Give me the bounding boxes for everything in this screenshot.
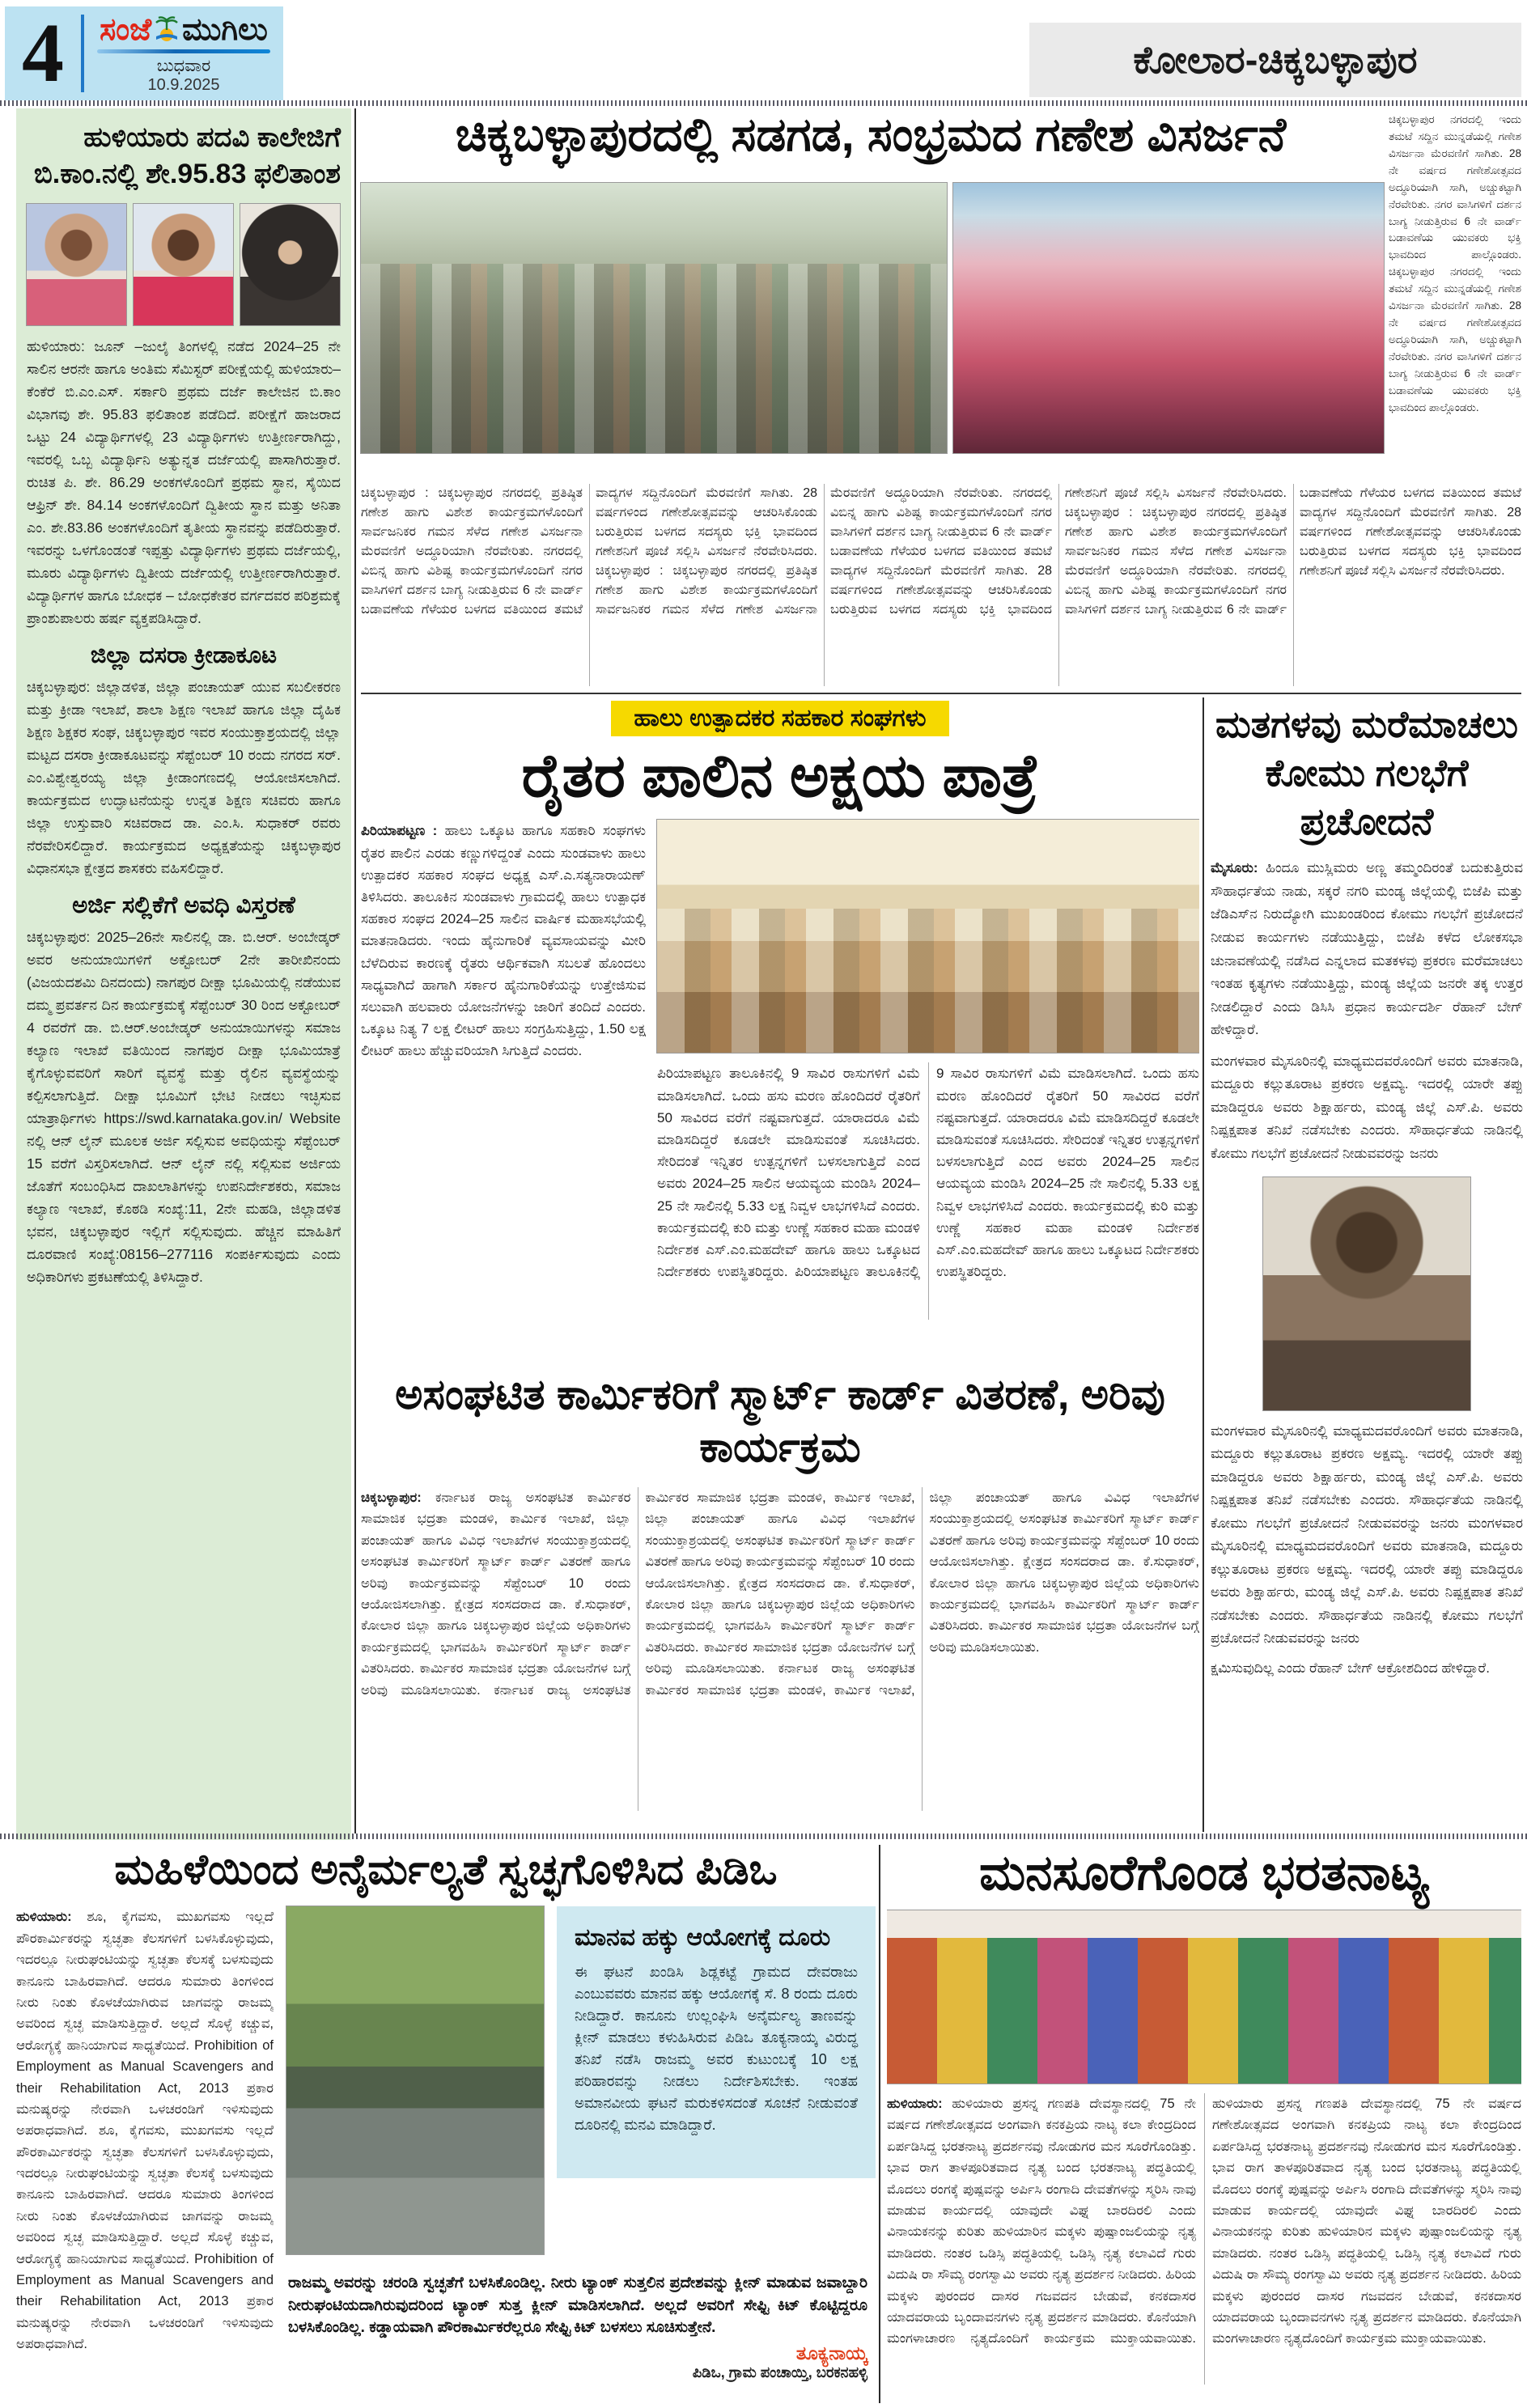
college-body: ಹುಳಿಯಾರು: ಜೂನ್ –ಜುಲೈ ತಿಂಗಳಲ್ಲಿ ನಡೆದ 2024–25 ನೇ ಸಾಲಿನ ಆರನೇ ಹಾಗೂ ಅಂತಿಮ ಸೆಮಿಸ್ಟರ್ ಪರೀಕ್ಷೆಯಲ್ಲಿ ಹುಳಿಯಾರು–ಕೆಂಕೆರೆ ಬಿ.ಎಂ.ಎಸ್. ಸರ್ಕಾರಿ ಪ್ರಥಮ ದರ್ಜೆ ಕಾಲೇಜಿನ ಬಿ.ಕಾಂ ವಿಭಾಗವು ಶೇ. 95.83 ಫಲಿತಾಂಶ ಪಡೆದಿದೆ. ಪರೀಕ್ಷೆಗೆ ಹಾಜರಾದ ಒಟ್ಟು 24 ವಿದ್ಯಾರ್ಥಿಗಳಲ್ಲಿ 23 ವಿದ್ಯಾರ್ಥಿಗಳು ಉತ್ತೀರ್ಣರಾಗಿದ್ದು, ಇವರಲ್ಲಿ ಒಬ್ಬ ವಿದ್ಯಾರ್ಥಿನಿ ಅತ್ಯುನ್ನತ ದರ್ಜೆಯಲ್ಲಿ ಪಾಸಾಗಿರುತ್ತಾರೆ. ರುಚಿತ ಪಿ. ಶೇ. 86.29 ಅಂಕಗಳೊಂದಿಗೆ ಪ್ರಥಮ ಸ್ಥಾನ, ಸೈಯಿದ ಆಫ್ರಿನ್ ಶೇ. 84.14 ಅಂಕಗಳೊಂದಿಗೆ ದ್ವಿತೀಯ ಸ್ಥಾನ ಮತ್ತು ಅನಿತಾ ಎಂ. ಶೇ.83.86 ಅಂಕಗಳೊಂದಿಗೆ ತೃತೀಯ ಸ್ಥಾನವನ್ನು ಪಡೆದಿರುತ್ತಾರೆ. ಇವರನ್ನು ಒಳಗೊಂಡಂತೆ ಇಪ್ಪತ್ತು ವಿದ್ಯಾರ್ಥಿಗಳು ಪ್ರಥಮ ದರ್ಜೆಯಲ್ಲಿ, ಮೂರು ವಿದ್ಯಾರ್ಥಿಗಳು ದ್ವಿತೀಯ ದರ್ಜೆಯಲ್ಲಿ ಉತ್ತೀರ್ಣರಾಗಿರುತ್ತಾರೆ. ವಿದ್ಯಾರ್ಥಿಗಳ ಹಾಗೂ ಬೋಧಕ – ಬೋಧಕೇತರ ವರ್ಗದವರ ಪರಿಶ್ರಮಕ್ಕೆ ಪ್ರಾಂಶುಪಾಲರು ಹರ್ಷ ವ್ಯಕ್ತಪಡಿಸಿದ್ದಾರೆ. bbox=[27, 337, 341, 626]
milk-meeting-photo bbox=[657, 820, 1199, 1053]
communal-dateline: ಮೈಸೂರು: bbox=[1211, 860, 1258, 876]
palm-sun-icon bbox=[153, 15, 180, 45]
milk-kicker: ಹಾಲು ಉತ್ಪಾದಕರ ಸಹಕಾರ ಸಂಘಗಳು bbox=[611, 701, 948, 736]
masthead-date: 10.9.2025 bbox=[147, 75, 220, 94]
article-college-result bbox=[16, 108, 351, 1840]
rehan-beg-portrait-photo bbox=[1263, 1177, 1470, 1410]
college-headline: ಹುಳಿಯಾರು ಪದವಿ ಕಾಲೇಜಿಗೆ ಬಿ.ಕಾಂ.ನಲ್ಲಿ ಶೇ.95.83 ಫಲಿತಾಂಶ bbox=[33, 122, 341, 189]
masthead-title-red: ಸಂಜೆ bbox=[100, 12, 152, 47]
communal-headline: ಮತಗಳವು ಮರೆಮಾಚಲು ಕೋಮು ಗಲಭೆಗೆ ಪ್ರಚೋದನೆ bbox=[1215, 703, 1519, 842]
smartcard-headline: ಅಸಂಘಟಿತ ಕಾರ್ಮಿಕರಿಗೆ ಸ್ಮಾರ್ಟ್ ಕಾರ್ಡ್ ವಿತರಣೆ, ಅರಿವು ಕಾರ್ಯಕ್ರಮ bbox=[395, 1371, 1165, 1471]
bharatanatyam-group-photo bbox=[887, 1910, 1521, 2084]
pdo-body-text: ಶೂ, ಕೈಗವಸು, ಮುಖಗವಸು ಇಲ್ಲದೆ ಪೌರಕಾರ್ಮಿಕರನ್ನು ಸ್ವಚ್ಛತಾ ಕೆಲಸಗಳಿಗೆ ಬಳಸಿಕೊಳ್ಳುವುದು, ಇದರಲ್ಲೂ ನೀರುಘಂಟಿಯನ್ನು ಸ್ವಚ್ಛತಾ ಕೆಲಸಕ್ಕೆ ಬಳಸುವುದು ಕಾನೂನು ಬಾಹಿರವಾಗಿದೆ. ಆದರೂ ಸುಮಾರು ತಿಂಗಳಿಂದ ನೀರು ನಿಂತು ಕೊಳಚೆಯಾಗಿರುವ ಜಾಗವನ್ನು ರಾಜಮ್ಮ ಅವರಿಂದ ಸ್ವಚ್ಛ ಮಾಡಿಸುತ್ತಿದ್ದಾರೆ. ಅಲ್ಲದೆ ಸೊಳ್ಳೆ ಕಚ್ಚುವ, ಆರೋಗ್ಯಕ್ಕೆ ಹಾನಿಯಾಗುವ ಸಾಧ್ಯತೆಯಿದೆ. Prohibition of Employment as Manual Scavengers and their Rehabilitation Act, 2013 ಪ್ರಕಾರ ಮನುಷ್ಯರನ್ನು ನೇರವಾಗಿ ಒಳಚರಂಡಿಗೆ ಇಳಿಸುವುದು ಅಪರಾಧವಾಗಿದೆ. ಶೂ, ಕೈಗವಸು, ಮುಖಗವಸು ಇಲ್ಲದೆ ಪೌರಕಾರ್ಮಿಕರನ್ನು ಸ್ವಚ್ಛತಾ ಕೆಲಸಗಳಿಗೆ ಬಳಸಿಕೊಳ್ಳುವುದು, ಇದರಲ್ಲೂ ನೀರುಘಂಟಿಯನ್ನು ಸ್ವಚ್ಛತಾ ಕೆಲಸಕ್ಕೆ ಬಳಸುವುದು ಕಾನೂನು ಬಾಹಿರವಾಗಿದೆ. ಆದರೂ ಸುಮಾರು ತಿಂಗಳಿಂದ ನೀರು ನಿಂತು ಕೊಳಚೆಯಾಗಿರುವ ಜಾಗವನ್ನು ರಾಜಮ್ಮ ಅವರಿಂದ ಸ್ವಚ್ಛ ಮಾಡಿಸುತ್ತಿದ್ದಾರೆ. ಅಲ್ಲದೆ ಸೊಳ್ಳೆ ಕಚ್ಚುವ, ಆರೋಗ್ಯಕ್ಕೆ ಹಾನಿಯಾಗುವ ಸಾಧ್ಯತೆಯಿದೆ. Prohibition of Employment as Manual Scavengers and their Rehabilitation Act, 2013 ಪ್ರಕಾರ ಮನುಷ್ಯರನ್ನು ನೇರವಾಗಿ ಒಳಚರಂಡಿಗೆ ಇಳಿಸುವುದು ಅಪರಾಧವಾಗಿದೆ. bbox=[16, 1910, 274, 2352]
pdo-headline: ಮಹಿಳೆಯಿಂದ ಅನೈರ್ಮಲ್ಯತೆ ಸ್ವಚ್ಛಗೊಳಿಸಿದ ಪಿಡಿಒ bbox=[114, 1846, 778, 1893]
milk-body-left bbox=[361, 820, 646, 1062]
communal-body bbox=[1211, 857, 1523, 1041]
divider-middle-right bbox=[1203, 697, 1204, 1832]
divider-left-main bbox=[354, 108, 356, 1834]
article-communal bbox=[1211, 701, 1523, 1832]
smartcard-dateline: ಚಿಕ್ಕಬಳ್ಳಾಪುರ: bbox=[361, 1490, 422, 1505]
article-pdo bbox=[16, 1845, 876, 2405]
drain-cleaning-photo bbox=[286, 1906, 544, 2254]
top-rule bbox=[0, 100, 1527, 106]
dance-body-text: ಹುಳಿಯಾರು ಪ್ರಸನ್ನ ಗಣಪತಿ ದೇವಸ್ಥಾನದಲ್ಲಿ 75 ನೇ ವರ್ಷದ ಗಣೇಶೋತ್ಸವದ ಅಂಗವಾಗಿ ಕನಕಪ್ರಿಯ ನಾಟ್ಯ ಕಲಾ ಕೇಂದ್ರದಿಂದ ಏರ್ಪಡಿಸಿದ್ದ ಭರತನಾಟ್ಯ ಪ್ರದರ್ಶನವು ನೋಡುಗರ ಮನ ಸೂರೆಗೊಂಡಿತ್ತು. ಭಾವ ರಾಗ ತಾಳಪೂರಿತವಾದ ನೃತ್ಯ ಬಂದ ಭರತನಾಟ್ಯ ಪದ್ಧತಿಯಲ್ಲಿ ಮೊದಲು ರಂಗಕ್ಕೆ ಪುಷ್ಪವನ್ನು ಅರ್ಪಿಸಿ ರಂಗಾದಿ ದೇವತೆಗಳನ್ನು ಸ್ಮರಿಸಿ ನಾವು ಮಾಡುವ ಕಾರ್ಯದಲ್ಲಿ ಯಾವುದೇ ವಿಘ್ನ ಬಾರದಿರಲಿ ಎಂದು ವಿನಾಯಕನನ್ನು ಕುರಿತು ಹುಳಿಯಾರಿನ ಮಕ್ಕಳು ಪುಷ್ಪಾಂಜಲಿಯನ್ನು ನೃತ್ಯ ಮಾಡಿದರು. ನಂತರ ಒಡಿಸ್ಸಿ ಪದ್ಧತಿಯಲ್ಲಿ ಒಡಿಸ್ಸಿ ನೃತ್ಯ ಕಲಾವಿದೆ ಗುರು ವಿದುಷಿ ರಾ ಸೌಮ್ಯ ರಂಗಸ್ವಾಮಿ ಅವರು ನೃತ್ಯ ಪ್ರದರ್ಶನ ನೀಡಿದರು. ಹಿರಿಯ ಮಕ್ಕಳು ಪುರಂದರ ದಾಸರ ಗಜವದನ ಬೇಡುವೆ, ಕನಕದಾಸರ ಯಾದವರಾಯ ಬೃಂದಾವನಗಳು ನೃತ್ಯ ಪ್ರದರ್ಶನ ಮಾಡಿದರು. ಕೊನೆಯಾಗಿ ಮಂಗಳಾಚಾರಣ ನೃತ್ಯದೊಂದಿಗೆ ಕಾರ್ಯಕ್ರಮ ಮುಕ್ತಾಯವಾಯಿತು. ಹುಳಿಯಾರು ಪ್ರಸನ್ನ ಗಣಪತಿ ದೇವಸ್ಥಾನದಲ್ಲಿ 75 ನೇ ವರ್ಷದ ಗಣೇಶೋತ್ಸವದ ಅಂಗವಾಗಿ ಕನಕಪ್ರಿಯ ನಾಟ್ಯ ಕಲಾ ಕೇಂದ್ರದಿಂದ ಏರ್ಪಡಿಸಿದ್ದ ಭರತನಾಟ್ಯ ಪ್ರದರ್ಶನವು ನೋಡುಗರ ಮನ ಸೂರೆಗೊಂಡಿತ್ತು. ಭಾವ ರಾಗ ತಾಳಪೂರಿತವಾದ ನೃತ್ಯ ಬಂದ ಭರತನಾಟ್ಯ ಪದ್ಧತಿಯಲ್ಲಿ ಮೊದಲು ರಂಗಕ್ಕೆ ಪುಷ್ಪವನ್ನು ಅರ್ಪಿಸಿ ರಂಗಾದಿ ದೇವತೆಗಳನ್ನು ಸ್ಮರಿಸಿ ನಾವು ಮಾಡುವ ಕಾರ್ಯದಲ್ಲಿ ಯಾವುದೇ ವಿಘ್ನ ಬಾರದಿರಲಿ ಎಂದು ವಿನಾಯಕನನ್ನು ಕುರಿತು ಹುಳಿಯಾರಿನ ಮಕ್ಕಳು ಪುಷ್ಪಾಂಜಲಿಯನ್ನು ನೃತ್ಯ ಮಾಡಿದರು. ನಂತರ ಒಡಿಸ್ಸಿ ಪದ್ಧತಿಯಲ್ಲಿ ಒಡಿಸ್ಸಿ ನೃತ್ಯ ಕಲಾವಿದೆ ಗುರು ವಿದುಷಿ ರಾ ಸೌಮ್ಯ ರಂಗಸ್ವಾಮಿ ಅವರು ನೃತ್ಯ ಪ್ರದರ್ಶನ ನೀಡಿದರು. ಹಿರಿಯ ಮಕ್ಕಳು ಪುರಂದರ ದಾಸರ ಗಜವದನ ಬೇಡುವೆ, ಕನಕದಾಸರ ಯಾದವರಾಯ ಬೃಂದಾವನಗಳು ನೃತ್ಯ ಪ್ರದರ್ಶನ ಮಾಡಿದರು. ಕೊನೆಯಾಗಿ ಮಂಗಳಾಚಾರಣ ನೃತ್ಯದೊಂದಿಗೆ ಕಾರ್ಯಕ್ರಮ ಮುಕ್ತಾಯವಾಯಿತು. bbox=[887, 2096, 1521, 2347]
page-number: 4 bbox=[22, 6, 64, 100]
deadline-subhead: ಅರ್ಜಿ ಸಲ್ಲಿಕೆಗೆ ಅವಧಿ ವಿಸ್ತರಣೆ bbox=[72, 892, 295, 918]
dance-headline: ಮನಸೂರೆಗೊಂಡ ಭರತನಾಟ್ಯ bbox=[979, 1846, 1429, 1900]
smartcard-body-text: ಕರ್ನಾಟಕ ರಾಜ್ಯ ಅಸಂಘಟಿತ ಕಾರ್ಮಿಕರ ಸಾಮಾಜಿಕ ಭದ್ರತಾ ಮಂಡಳಿ, ಕಾರ್ಮಿಕ ಇಲಾಖೆ, ಜಿಲ್ಲಾ ಪಂಚಾಯತ್ ಹಾಗೂ ವಿವಿಧ ಇಲಾಖೆಗಳ ಸಂಯುಕ್ತಾಶ್ರಯದಲ್ಲಿ ಅಸಂಘಟಿತ ಕಾರ್ಮಿಕರಿಗೆ ಸ್ಮಾರ್ಟ್ ಕಾರ್ಡ್ ವಿತರಣೆ ಹಾಗೂ ಅರಿವು ಕಾರ್ಯಕ್ರಮವನ್ನು ಸೆಪ್ಟೆಂಬರ್ 10 ರಂದು ಆಯೋಜಿಸಲಾಗಿತ್ತು. ಕ್ಷೇತ್ರದ ಸಂಸದರಾದ ಡಾ. ಕೆ.ಸುಧಾಕರ್, ಕೋಲಾರ ಜಿಲ್ಲಾ ಹಾಗೂ ಚಿಕ್ಕಬಳ್ಳಾಪುರ ಜಿಲ್ಲೆಯ ಅಧಿಕಾರಿಗಳು ಕಾರ್ಯಕ್ರಮದಲ್ಲಿ ಭಾಗವಹಿಸಿ ಕಾರ್ಮಿಕರಿಗೆ ಸ್ಮಾರ್ಟ್ ಕಾರ್ಡ್ ವಿತರಿಸಿದರು. ಕಾರ್ಮಿಕರ ಸಾಮಾಜಿಕ ಭದ್ರತಾ ಯೋಜನೆಗಳ ಬಗ್ಗೆ ಅರಿವು ಮೂಡಿಸಲಾಯಿತು. ಕರ್ನಾಟಕ ರಾಜ್ಯ ಅಸಂಘಟಿತ ಕಾರ್ಮಿಕರ ಸಾಮಾಜಿಕ ಭದ್ರತಾ ಮಂಡಳಿ, ಕಾರ್ಮಿಕ ಇಲಾಖೆ, ಜಿಲ್ಲಾ ಪಂಚಾಯತ್ ಹಾಗೂ ವಿವಿಧ ಇಲಾಖೆಗಳ ಸಂಯುಕ್ತಾಶ್ರಯದಲ್ಲಿ ಅಸಂಘಟಿತ ಕಾರ್ಮಿಕರಿಗೆ ಸ್ಮಾರ್ಟ್ ಕಾರ್ಡ್ ವಿತರಣೆ ಹಾಗೂ ಅರಿವು ಕಾರ್ಯಕ್ರಮವನ್ನು ಸೆಪ್ಟೆಂಬರ್ 10 ರಂದು ಆಯೋಜಿಸಲಾಗಿತ್ತು. ಕ್ಷೇತ್ರದ ಸಂಸದರಾದ ಡಾ. ಕೆ.ಸುಧಾಕರ್, ಕೋಲಾರ ಜಿಲ್ಲಾ ಹಾಗೂ ಚಿಕ್ಕಬಳ್ಳಾಪುರ ಜಿಲ್ಲೆಯ ಅಧಿಕಾರಿಗಳು ಕಾರ್ಯಕ್ರಮದಲ್ಲಿ ಭಾಗವಹಿಸಿ ಕಾರ್ಮಿಕರಿಗೆ ಸ್ಮಾರ್ಟ್ ಕಾರ್ಡ್ ವಿತರಿಸಿದರು. ಕಾರ್ಮಿಕರ ಸಾಮಾಜಿಕ ಭದ್ರತಾ ಯೋಜನೆಗಳ ಬಗ್ಗೆ ಅರಿವು ಮೂಡಿಸಲಾಯಿತು. ಕರ್ನಾಟಕ ರಾಜ್ಯ ಅಸಂಘಟಿತ ಕಾರ್ಮಿಕರ ಸಾಮಾಜಿಕ ಭದ್ರತಾ ಮಂಡಳಿ, ಕಾರ್ಮಿಕ ಇಲಾಖೆ, ಜಿಲ್ಲಾ ಪಂಚಾಯತ್ ಹಾಗೂ ವಿವಿಧ ಇಲಾಖೆಗಳ ಸಂಯುಕ್ತಾಶ್ರಯದಲ್ಲಿ ಅಸಂಘಟಿತ ಕಾರ್ಮಿಕರಿಗೆ ಸ್ಮಾರ್ಟ್ ಕಾರ್ಡ್ ವಿತರಣೆ ಹಾಗೂ ಅರಿವು ಕಾರ್ಯಕ್ರಮವನ್ನು ಸೆಪ್ಟೆಂಬರ್ 10 ರಂದು ಆಯೋಜಿಸಲಾಗಿತ್ತು. ಕ್ಷೇತ್ರದ ಸಂಸದರಾದ ಡಾ. ಕೆ.ಸುಧಾಕರ್, ಕೋಲಾರ ಜಿಲ್ಲಾ ಹಾಗೂ ಚಿಕ್ಕಬಳ್ಳಾಪುರ ಜಿಲ್ಲೆಯ ಅಧಿಕಾರಿಗಳು ಕಾರ್ಯಕ್ರಮದಲ್ಲಿ ಭಾಗವಹಿಸಿ ಕಾರ್ಮಿಕರಿಗೆ ಸ್ಮಾರ್ಟ್ ಕಾರ್ಡ್ ವಿತರಿಸಿದರು. ಕಾರ್ಮಿಕರ ಸಾಮಾಜಿಕ ಭದ್ರತಾ ಯೋಜನೆಗಳ ಬಗ್ಗೆ ಅರಿವು ಮೂಡಿಸಲಾಯಿತು. bbox=[361, 1490, 1199, 1698]
communal-body2: ಮಂಗಳವಾರ ಮೈಸೂರಿನಲ್ಲಿ ಮಾಧ್ಯಮದವರೊಂದಿಗೆ ಅವರು ಮಾತನಾಡಿ, ಮದ್ದೂರು ಕಲ್ಲುತೂರಾಟ ಪ್ರಕರಣ ಅಕ್ಷಮ್ಯ. ಇದರಲ್ಲಿ ಯಾರೇ ತಪ್ಪು ಮಾಡಿದ್ದರೂ ಅವರು ಶಿಕ್ಷಾರ್ಹರು, ಮಂಡ್ಯ ಜಿಲ್ಲೆ ಎಸ್.ಪಿ. ಅವರು ನಿಷ್ಪಕ್ಷಪಾತ ತನಿಖೆ ನಡೆಸಬೇಕು ಎಂದರು. ಸೌಹಾರ್ಧತೆಯ ನಾಡಿನಲ್ಲಿ ಕೋಮು ಗಲಭೆಗೆ ಪ್ರಚೋದನೆ ನೀಡುವವರನ್ನು ಜನರು bbox=[1211, 1053, 1523, 1161]
masthead-day: ಬುಧವಾರ bbox=[156, 56, 211, 75]
ganesh-idol-photo bbox=[953, 183, 1384, 453]
milk-body-bottom: ಪಿರಿಯಾಪಟ್ಟಣ ತಾಲೂಕಿನಲ್ಲಿ 9 ಸಾವಿರ ರಾಸುಗಳಿಗೆ ವಿಮೆ ಮಾಡಿಸಲಾಗಿದೆ. ಒಂದು ಹಸು ಮರಣ ಹೊಂದಿದರೆ ರೈತರಿಗೆ 50 ಸಾವಿರದ ವರೆಗೆ ನಷ್ಟವಾಗುತ್ತದೆ. ಯಾರಾದರೂ ವಿಮೆ ಮಾಡಿಸದಿದ್ದರೆ ಕೂಡಲೇ ಮಾಡಿಸುವಂತೆ ಸೂಚಿಸಿದರು. ಸೇರಿದಂತೆ ಇನ್ನಿತರ ಉತ್ಪನ್ನಗಳಿಗೆ ಬಳಸಲಾಗುತ್ತಿದೆ ಎಂದ ಅವರು 2024–25 ಸಾಲಿನ ಆಯವ್ಯಯ ಮಂಡಿಸಿ 2024–25 ನೇ ಸಾಲಿನಲ್ಲಿ 5.33 ಲಕ್ಷ ನಿವ್ವಳ ಲಾಭಗಳಿಸಿದೆ ಎಂದರು. ಕಾರ್ಯಕ್ರಮದಲ್ಲಿ ಕುರಿ ಮತ್ತು ಉಣ್ಣೆ ಸಹಕಾರ ಮಹಾ ಮಂಡಳಿ ನಿರ್ದೇಶಕ ಎಸ್.ಎಂ.ಮಹದೇವ್ ಹಾಗೂ ಹಾಲು ಒಕ್ಕೂಟದ ನಿರ್ದೇಶಕರು ಉಪಸ್ಥಿತರಿದ್ದರು. ಪಿರಿಯಾಪಟ್ಟಣ ತಾಲೂಕಿನಲ್ಲಿ 9 ಸಾವಿರ ರಾಸುಗಳಿಗೆ ವಿಮೆ ಮಾಡಿಸಲಾಗಿದೆ. ಒಂದು ಹಸು ಮರಣ ಹೊಂದಿದರೆ ರೈತರಿಗೆ 50 ಸಾವಿರದ ವರೆಗೆ ನಷ್ಟವಾಗುತ್ತದೆ. ಯಾರಾದರೂ ವಿಮೆ ಮಾಡಿಸದಿದ್ದರೆ ಕೂಡಲೇ ಮಾಡಿಸುವಂತೆ ಸೂಚಿಸಿದರು. ಸೇರಿದಂತೆ ಇನ್ನಿತರ ಉತ್ಪನ್ನಗಳಿಗೆ ಬಳಸಲಾಗುತ್ತಿದೆ ಎಂದ ಅವರು 2024–25 ಸಾಲಿನ ಆಯವ್ಯಯ ಮಂಡಿಸಿ 2024–25 ನೇ ಸಾಲಿನಲ್ಲಿ 5.33 ಲಕ್ಷ ನಿವ್ವಳ ಲಾಭಗಳಿಸಿದೆ ಎಂದರು. ಕಾರ್ಯಕ್ರಮದಲ್ಲಿ ಕುರಿ ಮತ್ತು ಉಣ್ಣೆ ಸಹಕಾರ ಮಹಾ ಮಂಡಳಿ ನಿರ್ದೇಶಕ ಎಸ್.ಎಂ.ಮಹದೇವ್ ಹಾಗೂ ಹಾಲು ಒಕ್ಕೂಟದ ನಿರ್ದೇಶಕರು ಉಪಸ್ಥಿತರಿದ್ದರು. bbox=[657, 1066, 1199, 1280]
milk-dateline: ಪಿರಿಯಾಪಟ್ಟಣ : bbox=[361, 823, 438, 839]
milk-headline: ರೈತರ ಪಾಲಿನ ಅಕ್ಷಯ ಪಾತ್ರೆ bbox=[521, 742, 1039, 809]
pdo-quote-role: ಪಿಡಿಒ, ಗ್ರಾಮ ಪಂಚಾಯ್ತಿ, ಬರಕನಹಳ್ಳಿ bbox=[692, 2363, 867, 2380]
dance-dateline: ಹುಳಿಯಾರು: bbox=[887, 2096, 943, 2111]
student-portrait-photo bbox=[134, 204, 233, 325]
dasara-body: ಚಿಕ್ಕಬಳ್ಳಾಪುರ: ಜಿಲ್ಲಾಡಳಿತ, ಜಿಲ್ಲಾ ಪಂಚಾಯತ್ ಯುವ ಸಬಲೀಕರಣ ಮತ್ತು ಕ್ರೀಡಾ ಇಲಾಖೆ, ಶಾಲಾ ಶಿಕ್ಷಣ ಇಲಾಖೆ ಹಾಗೂ ಜಿಲ್ಲಾ ದೈಹಿಕ ಶಿಕ್ಷಣ ಶಿಕ್ಷಕರ ಸಂಘ, ಚಿಕ್ಕಬಳ್ಳಾಪುರ ಇವರ ಸಂಯುಕ್ತಾಶ್ರಯದಲ್ಲಿ ಜಿಲ್ಲಾ ಮಟ್ಟದ ದಸರಾ ಕ್ರೀಡಾಕೂಟವನ್ನು ಸೆಪ್ಟೆಂಬರ್ 10 ರಂದು ನಗರದ ಸರ್. ಎಂ.ವಿಶ್ವೇಶ್ವರಯ್ಯ ಜಿಲ್ಲಾ ಕ್ರೀಡಾಂಗಣದಲ್ಲಿ ಆಯೋಜಿಸಲಾಗಿದೆ. ಕಾರ್ಯಕ್ರಮದ ಉದ್ಘಾಟನೆಯನ್ನು ಉನ್ನತ ಶಿಕ್ಷಣ ಸಚಿವರು ಹಾಗೂ ಜಿಲ್ಲಾ ಉಸ್ತುವಾರಿ ಸಚಿವರಾದ ಡಾ. ಎಂ.ಸಿ. ಸುಧಾಕರ್ ರವರು ನೆರವೇರಿಸಲಿದ್ದಾರೆ. ಕಾರ್ಯಕ್ರಮದ ಅಧ್ಯಕ್ಷತೆಯನ್ನು ಚಿಕ್ಕಬಳ್ಳಾಪುರ ವಿಧಾನಸಭಾ ಕ್ಷೇತ್ರದ ಶಾಸಕರು ವಹಿಸಲಿದ್ದಾರೆ. bbox=[27, 678, 341, 876]
student-portraits bbox=[27, 204, 341, 325]
dance-body bbox=[887, 2093, 1521, 2385]
communal-body-text: ಹಿಂದೂ ಮುಸ್ಲಿಮರು ಅಣ್ಣ ತಮ್ಮಂದಿರಂತೆ ಬದುಕುತ್ತಿರುವ ಸೌಹಾರ್ಧತೆಯ ನಾಡು, ಸಕ್ಕರೆ ನಗರಿ ಮಂಡ್ಯ ಜಿಲ್ಲೆಯಲ್ಲಿ ಬಿಜೆಪಿ ಮತ್ತು ಜೆಡಿಎಸ್‌ನ ನಿರುದ್ಯೋಗಿ ಮುಖಂಡರಿಂದ ಕೋಮು ಗಲಭೆಗೆ ಪ್ರಚೋದನೆ ನೀಡುವ ಕಾರ್ಯಗಳು ನಡೆಯುತ್ತಿದ್ದು, ಬಿಜೆಪಿ ಕಳೆದ ಲೋಕಸಭಾ ಚುನಾವಣೆಯಲ್ಲಿ ನಡೆಸಿದ ಎನ್ನಲಾದ ಮತಕಳವು ಪ್ರಕರಣ ಮರೆಮಾಚಲು ಇಂತಹ ಕೃತ್ಯಗಳು ನಡೆಯುತ್ತಿದ್ದು, ಮಂಡ್ಯ ಜಿಲ್ಲೆಯ ಜನರೇ ತಕ್ಕ ಉತ್ತರ ನೀಡಲಿದ್ದಾರೆ ಎಂದು ಡಿಸಿಸಿ ಪ್ರಧಾನ ಕಾರ್ಯದರ್ಶಿ ರೆಹಾನ್ ಬೇಗ್ ಹೇಳಿದ್ದಾರೆ. bbox=[1211, 860, 1523, 1038]
article-bharatanatyam bbox=[887, 1845, 1521, 2405]
masthead-underline bbox=[97, 49, 270, 53]
pdo-quote-author: ತೂಕ್ಯನಾಯ್ಕ bbox=[795, 2342, 867, 2363]
student-portrait-photo bbox=[27, 204, 126, 325]
complaint-title: ಮಾನವ ಹಕ್ಕು ಆಯೋಗಕ್ಕೆ ದೂರು bbox=[575, 1924, 831, 1952]
ganesh-side-column: ಚಿಕ್ಕಬಳ್ಳಾಪುರ ನಗರದಲ್ಲಿ ಇಂದು ತಮಟೆ ಸದ್ದಿನ ಮುನ್ನಡೆಯಲ್ಲಿ ಗಣೇಶ ವಿಸರ್ಜನಾ ಮೆರವಣಿಗೆ ಸಾಗಿತು. 28 ನೇ ವರ್ಷದ ಗಣೇಶೋತ್ಸವದ ಅದ್ಧೂರಿಯಾಗಿ ಸಾಗಿ, ಅಚ್ಚುಕಟ್ಟಾಗಿ ನೆರವೇರಿತು. ನಗರ ವಾಸಿಗಳಿಗೆ ದರ್ಶನ ಬಾಗ್ಯ ನೀಡುತ್ತಿರುವ 6 ನೇ ವಾರ್ಡ್ ಬಡಾವಣೆಯ ಯುವಕರು ಭಕ್ತಿ ಭಾವದಿಂದ ಪಾಲ್ಗೊಂಡರು. ಚಿಕ್ಕಬಳ್ಳಾಪುರ ನಗರದಲ್ಲಿ ಇಂದು ತಮಟೆ ಸದ್ದಿನ ಮುನ್ನಡೆಯಲ್ಲಿ ಗಣೇಶ ವಿಸರ್ಜನಾ ಮೆರವಣಿಗೆ ಸಾಗಿತು. 28 ನೇ ವರ್ಷದ ಗಣೇಶೋತ್ಸವದ ಅದ್ಧೂರಿಯಾಗಿ ಸಾಗಿ, ಅಚ್ಚುಕಟ್ಟಾಗಿ ನೆರವೇರಿತು. ನಗರ ವಾಸಿಗಳಿಗೆ ದರ್ಶನ ಬಾಗ್ಯ ನೀಡುತ್ತಿರುವ 6 ನೇ ವಾರ್ಡ್ ಬಡಾವಣೆಯ ಯುವಕರು ಭಕ್ತಿ ಭಾವದಿಂದ ಪಾಲ್ಗೊಂಡರು. bbox=[1389, 113, 1521, 413]
ganesh-headline: ಚಿಕ್ಕಬಳ್ಳಾಪುರದಲ್ಲಿ ಸಡಗಡ, ಸಂಭ್ರಮದ ಗಣೇಶ ವಿಸರ್ಜನೆ bbox=[455, 108, 1287, 161]
ganesh-procession-photo bbox=[361, 183, 947, 453]
student-portrait-photo bbox=[240, 204, 340, 325]
article-milk-societies bbox=[361, 701, 1199, 1363]
pdo-quote-block bbox=[288, 2272, 867, 2381]
complaint-body: ಈ ಘಟನೆ ಖಂಡಿಸಿ ಶಿಡ್ಲಕಟ್ಟೆ ಗ್ರಾಮದ ದೇವರಾಜು ಎಂಬುವವರು ಮಾನವ ಹಕ್ಕು ಆಯೋಗಕ್ಕೆ ಸೆ. 8 ರಂದು ದೂರು ನೀಡಿದ್ದಾರೆ. ಕಾನೂನು ಉಲ್ಲಂಘಿಸಿ ಅನೈರ್ಮಲ್ಯ ತಾಣವನ್ನು ಕ್ಲೀನ್ ಮಾಡಲು ಕಳುಹಿಸಿರುವ ಪಿಡಿಒ ತೂಕ್ಯನಾಯ್ಕ ವಿರುದ್ಧ ತನಿಖೆ ನಡೆಸಿ ರಾಜಮ್ಮ ಅವರ ಕುಟುಂಬಕ್ಕೆ 10 ಲಕ್ಷ ಪರಿಹಾರವನ್ನು ನೀಡಲು ನಿರ್ದೇಶಿಸಬೇಕು. ಇಂತಹ ಅಮಾನವೀಯ ಘಟನೆ ಮರುಕಳಿಸದಂತೆ ಸೂಚನೆ ನೀಡುವಂತೆ ದೂರಿನಲ್ಲಿ ಮನವಿ ಮಾಡಿದ್ದಾರೆ. bbox=[575, 1963, 858, 2133]
divider-bottom bbox=[879, 1845, 880, 2403]
article-smartcard bbox=[361, 1369, 1199, 1827]
communal-body3: ಮಂಗಳವಾರ ಮೈಸೂರಿನಲ್ಲಿ ಮಾಧ್ಯಮದವರೊಂದಿಗೆ ಅವರು ಮಾತನಾಡಿ, ಮದ್ದೂರು ಕಲ್ಲುತೂರಾಟ ಪ್ರಕರಣ ಅಕ್ಷಮ್ಯ. ಇದರಲ್ಲಿ ಯಾರೇ ತಪ್ಪು ಮಾಡಿದ್ದರೂ ಅವರು ಶಿಕ್ಷಾರ್ಹರು, ಮಂಡ್ಯ ಜಿಲ್ಲೆ ಎಸ್.ಪಿ. ಅವರು ನಿಷ್ಪಕ್ಷಪಾತ ತನಿಖೆ ನಡೆಸಬೇಕು ಎಂದರು. ಸೌಹಾರ್ಧತೆಯ ನಾಡಿನಲ್ಲಿ ಕೋಮು ಗಲಭೆಗೆ ಪ್ರಚೋದನೆ ನೀಡುವವರನ್ನು ಜನರು ಮಂಗಳವಾರ ಮೈಸೂರಿನಲ್ಲಿ ಮಾಧ್ಯಮದವರೊಂದಿಗೆ ಅವರು ಮಾತನಾಡಿ, ಮದ್ದೂರು ಕಲ್ಲುತೂರಾಟ ಪ್ರಕರಣ ಅಕ್ಷಮ್ಯ. ಇದರಲ್ಲಿ ಯಾರೇ ತಪ್ಪು ಮಾಡಿದ್ದರೂ ಅವರು ಶಿಕ್ಷಾರ್ಹರು, ಮಂಡ್ಯ ಜಿಲ್ಲೆ ಎಸ್.ಪಿ. ಅವರು ನಿಷ್ಪಕ್ಷಪಾತ ತನಿಖೆ ನಡೆಸಬೇಕು ಎಂದರು. ಸೌಹಾರ್ಧತೆಯ ನಾಡಿನಲ್ಲಿ ಕೋಮು ಗಲಭೆಗೆ ಪ್ರಚೋದನೆ ನೀಡುವವರನ್ನು ಜನರು bbox=[1211, 1422, 1523, 1647]
masthead bbox=[5, 6, 283, 100]
ganesh-body: ಚಿಕ್ಕಬಳ್ಳಾಪುರ : ಚಿಕ್ಕಬಳ್ಳಾಪುರ ನಗರದಲ್ಲಿ ಪ್ರತಿಷ್ಠಿತ ಗಣೇಶ ಹಾಗು ವಿಶೇಶ ಕಾರ್ಯಕ್ರಮಗಳೊಂದಿಗೆ ಸಾರ್ವಜನಿಕರ ಗಮನ ಸೆಳೆದ ಗಣೇಶ ವಿಸರ್ಜನಾ ಮೆರವಣಿಗೆ ಅದ್ಧೂರಿಯಾಗಿ ನೆರವೇರಿತು. ನಗರದಲ್ಲಿ ವಿಬಿನ್ನ ಹಾಗು ವಿಶಿಷ್ಟ ಕಾರ್ಯಕ್ರಮಗಳೊಂದಿಗೆ ನಗರ ವಾಸಿಗಳಿಗೆ ದರ್ಶನ ಬಾಗ್ಯ ನೀಡುತ್ತಿರುವ 6 ನೇ ವಾರ್ಡ್ ಬಡಾವಣೆಯ ಗೆಳೆಯರ ಬಳಗದ ವತಿಯಿಂದ ತಮಟೆ ವಾದ್ಯಗಳ ಸದ್ದಿನೊಂದಿಗೆ ಮೆರವಣಿಗೆ ಸಾಗಿತು. 28 ವರ್ಷಗಳಿಂದ ಗಣೇಶೋತ್ಸವವನ್ನು ಆಚರಿಸಿಕೊಂಡು ಬರುತ್ತಿರುವ ಬಳಗದ ಸದಸ್ಯರು ಭಕ್ತಿ ಭಾವದಿಂದ ಗಣೇಶನಿಗೆ ಪೂಜೆ ಸಲ್ಲಿಸಿ ವಿಸರ್ಜನೆ ನೆರವೇರಿಸಿದರು. ಚಿಕ್ಕಬಳ್ಳಾಪುರ : ಚಿಕ್ಕಬಳ್ಳಾಪುರ ನಗರದಲ್ಲಿ ಪ್ರತಿಷ್ಠಿತ ಗಣೇಶ ಹಾಗು ವಿಶೇಶ ಕಾರ್ಯಕ್ರಮಗಳೊಂದಿಗೆ ಸಾರ್ವಜನಿಕರ ಗಮನ ಸೆಳೆದ ಗಣೇಶ ವಿಸರ್ಜನಾ ಮೆರವಣಿಗೆ ಅದ್ಧೂರಿಯಾಗಿ ನೆರವೇರಿತು. ನಗರದಲ್ಲಿ ವಿಬಿನ್ನ ಹಾಗು ವಿಶಿಷ್ಟ ಕಾರ್ಯಕ್ರಮಗಳೊಂದಿಗೆ ನಗರ ವಾಸಿಗಳಿಗೆ ದರ್ಶನ ಬಾಗ್ಯ ನೀಡುತ್ತಿರುವ 6 ನೇ ವಾರ್ಡ್ ಬಡಾವಣೆಯ ಗೆಳೆಯರ ಬಳಗದ ವತಿಯಿಂದ ತಮಟೆ ವಾದ್ಯಗಳ ಸದ್ದಿನೊಂದಿಗೆ ಮೆರವಣಿಗೆ ಸಾಗಿತು. 28 ವರ್ಷಗಳಿಂದ ಗಣೇಶೋತ್ಸವವನ್ನು ಆಚರಿಸಿಕೊಂಡು ಬರುತ್ತಿರುವ ಬಳಗದ ಸದಸ್ಯರು ಭಕ್ತಿ ಭಾವದಿಂದ ಗಣೇಶನಿಗೆ ಪೂಜೆ ಸಲ್ಲಿಸಿ ವಿಸರ್ಜನೆ ನೆರವೇರಿಸಿದರು. ಚಿಕ್ಕಬಳ್ಳಾಪುರ : ಚಿಕ್ಕಬಳ್ಳಾಪುರ ನಗರದಲ್ಲಿ ಪ್ರತಿಷ್ಠಿತ ಗಣೇಶ ಹಾಗು ವಿಶೇಶ ಕಾರ್ಯಕ್ರಮಗಳೊಂದಿಗೆ ಸಾರ್ವಜನಿಕರ ಗಮನ ಸೆಳೆದ ಗಣೇಶ ವಿಸರ್ಜನಾ ಮೆರವಣಿಗೆ ಅದ್ಧೂರಿಯಾಗಿ ನೆರವೇರಿತು. ನಗರದಲ್ಲಿ ವಿಬಿನ್ನ ಹಾಗು ವಿಶಿಷ್ಟ ಕಾರ್ಯಕ್ರಮಗಳೊಂದಿಗೆ ನಗರ ವಾಸಿಗಳಿಗೆ ದರ್ಶನ ಬಾಗ್ಯ ನೀಡುತ್ತಿರುವ 6 ನೇ ವಾರ್ಡ್ ಬಡಾವಣೆಯ ಗೆಳೆಯರ ಬಳಗದ ವತಿಯಿಂದ ತಮಟೆ ವಾದ್ಯಗಳ ಸದ್ದಿನೊಂದಿಗೆ ಮೆರವಣಿಗೆ ಸಾಗಿತು. 28 ವರ್ಷಗಳಿಂದ ಗಣೇಶೋತ್ಸವವನ್ನು ಆಚರಿಸಿಕೊಂಡು ಬರುತ್ತಿರುವ ಬಳಗದ ಸದಸ್ಯರು ಭಕ್ತಿ ಭಾವದಿಂದ ಗಣೇಶನಿಗೆ ಪೂಜೆ ಸಲ್ಲಿಸಿ ವಿಸರ್ಜನೆ ನೆರವೇರಿಸಿದರು. bbox=[361, 486, 1521, 617]
bottom-rule bbox=[0, 1834, 1527, 1839]
pdo-body bbox=[16, 1906, 274, 2355]
smartcard-body bbox=[361, 1487, 1199, 1811]
pdo-dateline: ಹುಳಿಯಾರು: bbox=[16, 1910, 72, 1925]
communal-tail: ಕ್ಷಮಿಸುವುದಿಲ್ಲ ಎಂದು ರೆಹಾನ್ ಬೇಗ್ ಆಕ್ರೋಶದಿಂದ ಹೇಳಿದ್ದಾರೆ. bbox=[1211, 1660, 1490, 1676]
deadline-body: ಚಿಕ್ಕಬಳ್ಳಾಪುರ: 2025–26ನೇ ಸಾಲಿನಲ್ಲಿ ಡಾ. ಬಿ.ಆರ್. ಅಂಬೇಡ್ಕರ್ ಅವರ ಅನುಯಾಯಿಗಳಿಗೆ ಅಕ್ಟೋಬರ್ 2ನೇ ತಾರೀಖಿನಂದು (ವಿಜಯದಶಮಿ ದಿನದಂದು) ನಾಗಪುರ ದೀಕ್ಷಾ ಭೂಮಿಯಲ್ಲಿ ನಡೆಯುವ ದಮ್ಮ ಪ್ರವರ್ತನ ದಿನ ಕಾರ್ಯಕ್ರಮಕ್ಕೆ ಸೆಪ್ಟೆಂಬರ್ 30 ರಿಂದ ಅಕ್ಟೋಬರ್ 4 ರವರೆಗೆ ಡಾ. ಬಿ.ಆರ್.ಅಂಬೇಡ್ಕರ್ ಅನುಯಾಯಿಗಳನ್ನು ಸಮಾಜ ಕಲ್ಯಾಣ ಇಲಾಖೆ ವತಿಯಿಂದ ನಾಗಪುರ ದೀಕ್ಷಾ ಭೂಮಿಯಾತ್ರೆ ಕೈಗೊಳ್ಳುವವರಿಗೆ ಸಾರಿಗೆ ವ್ಯವಸ್ಥೆ ಮತ್ತು ರೈಲಿನ ವ್ಯವಸ್ಥೆಯನ್ನು ಕಲ್ಪಿಸಲಾಗುತ್ತಿದೆ. ದೀಕ್ಷಾ ಭೂಮಿಗೆ ಭೇಟಿ ನೀಡಲು ಇಚ್ಛಿಸುವ ಯಾತ್ರಾರ್ಥಿಗಳು https://swd.karnataka.gov.in/ Website ನಲ್ಲಿ ಆನ್ ಲೈನ್ ಮೂಲಕ ಅರ್ಜಿ ಸಲ್ಲಿಸುವ ಅವಧಿಯನ್ನು ಸೆಪ್ಟೆಂಬರ್ 15 ವರೆಗೆ ವಿಸ್ತರಿಸಲಾಗಿದೆ. ಆನ್ ಲೈನ್ ನಲ್ಲಿ ಸಲ್ಲಿಸುವ ಅರ್ಜಿಯ ಜೊತೆಗೆ ಸಂಬಂಧಿಸಿದ ದಾಖಲಾತಿಗಳನ್ನು ಉಪನಿರ್ದೇಶಕರು, ಸಮಾಜ ಕಲ್ಯಾಣ ಇಲಾಖೆ, ಕೊಠಡಿ ಸಂಖ್ಯೆ:11, 2ನೇ ಮಹಡಿ, ಜಿಲ್ಲಾಡಳಿತ ಭವನ, ಚಿಕ್ಕಬಳ್ಳಾಪುರ ಇಲ್ಲಿಗೆ ಸಲ್ಲಿಸುವುದು. ಹೆಚ್ಚಿನ ಮಾಹಿತಿಗೆ ದೂರವಾಣಿ ಸಂಖ್ಯೆ:08156–277116 ಸಂಪರ್ಕಿಸುವುದು ಎಂದು ಅಧಿಕಾರಿಗಳು ಪ್ರಕಟಣೆಯಲ್ಲಿ ತಿಳಿಸಿದ್ದಾರೆ. bbox=[27, 928, 341, 1285]
masthead-title-black: ಮುಗಿಲು bbox=[182, 12, 268, 47]
rule-under-ganesh bbox=[361, 693, 1521, 694]
masthead-divider bbox=[81, 15, 84, 92]
pdo-quote: ರಾಜಮ್ಮ ಅವರನ್ನು ಚರಂಡಿ ಸ್ವಚ್ಛತೆಗೆ ಬಳಸಿಕೊಂಡಿಲ್ಲ. ನೀರು ಟ್ಯಾಂಕ್ ಸುತ್ತಲಿನ ಪ್ರದೇಶವನ್ನು ಕ್ಲೀನ್ ಮಾಡುವ ಜವಾಬ್ದಾರಿ ನೀರುಘಂಟಿಯದಾಗಿರುವುದರಿಂದ ಟ್ಯಾಂಕ್ ಸುತ್ತ ಕ್ಲೀನ್ ಮಾಡಿಸಲಾಗಿದೆ. ಅಲ್ಲದೆ ಅವರಿಗೆ ಸೇಫ್ಟಿ ಕಿಟ್ ಕೊಟ್ಟಿದ್ದರೂ ಬಳಸಿಕೊಂಡಿಲ್ಲ. ಕಡ್ಡಾಯವಾಗಿ ಪೌರಕಾರ್ಮಿಕರೆಲ್ಲರೂ ಸೇಫ್ಟಿ ಕಿಟ್ ಬಳಸಲು ಸೂಚಿಸುತ್ತೇನೆ. bbox=[288, 2274, 867, 2337]
dasara-subhead: ಜಿಲ್ಲಾ ದಸರಾ ಕ್ರೀಡಾಕೂಟ bbox=[90, 642, 278, 668]
section-label: ಕೋಲಾರ-ಚಿಕ್ಕಬಳ್ಳಾಪುರ bbox=[1029, 23, 1521, 97]
complaint-box bbox=[557, 1906, 876, 2178]
milk-body-text: ಹಾಲು ಒಕ್ಕೂಟ ಹಾಗೂ ಸಹಕಾರಿ ಸಂಘಗಳು ರೈತರ ಪಾಲಿನ ಎರಡು ಕಣ್ಣುಗಳಿದ್ದಂತೆ ಎಂದು ಸುಂಡವಾಳು ಹಾಲು ಉತ್ಪಾದಕರ ಸಹಕಾರ ಸಂಘದ ಅಧ್ಯಕ್ಷ ಎಸ್.ಎ.ಸತ್ಯನಾರಾಯಣ್ ತಿಳಿಸಿದರು. ತಾಲೂಕಿನ ಸುಂಡವಾಳು ಗ್ರಾಮದಲ್ಲಿ ಹಾಲು ಉತ್ಪಾಧಕ ಸಹಕಾರ ಸಂಘದ 2024–25 ಸಾಲಿನ ವಾರ್ಷಿಕ ಮಹಾಸಭೆಯಲ್ಲಿ ಮಾತನಾಡಿದರು. ಇಂದು ಹೈನುಗಾರಿಕೆ ವ್ಯವಸಾಯವನ್ನು ಮೀರಿ ಬೆಳೆದಿರುವ ಕಾರಣಕ್ಕೆ ರೈತರು ಆರ್ಥಿಕವಾಗಿ ಸಬಲತೆ ಹೊಂದಲು ಸಾಧ್ಯವಾಗಿದೆ ಹಾಗಾಗಿ ಸರ್ಕಾರ ಹೈನುಗಾರಿಕೆಯನ್ನು ಉತ್ತೇಜಿಸುವ ಸಲುವಾಗಿ ಹಲವಾರು ಯೋಜನೆಗಳನ್ನು ಜಾರಿಗೆ ತಂದಿದೆ ಎಂದರು. ಒಕ್ಕೂಟ ನಿತ್ಯ 7 ಲಕ್ಷ ಲೀಟರ್ ಹಾಲು ಸಂಗ್ರಹಿಸುತ್ತಿದ್ದು, 1.50 ಲಕ್ಷ ಲೀಟರ್ ಹಾಲು ಹೆಚ್ಚುವರಿಯಾಗಿ ಸಿಗುತ್ತಿದೆ ಎಂದರು. bbox=[361, 823, 647, 1059]
